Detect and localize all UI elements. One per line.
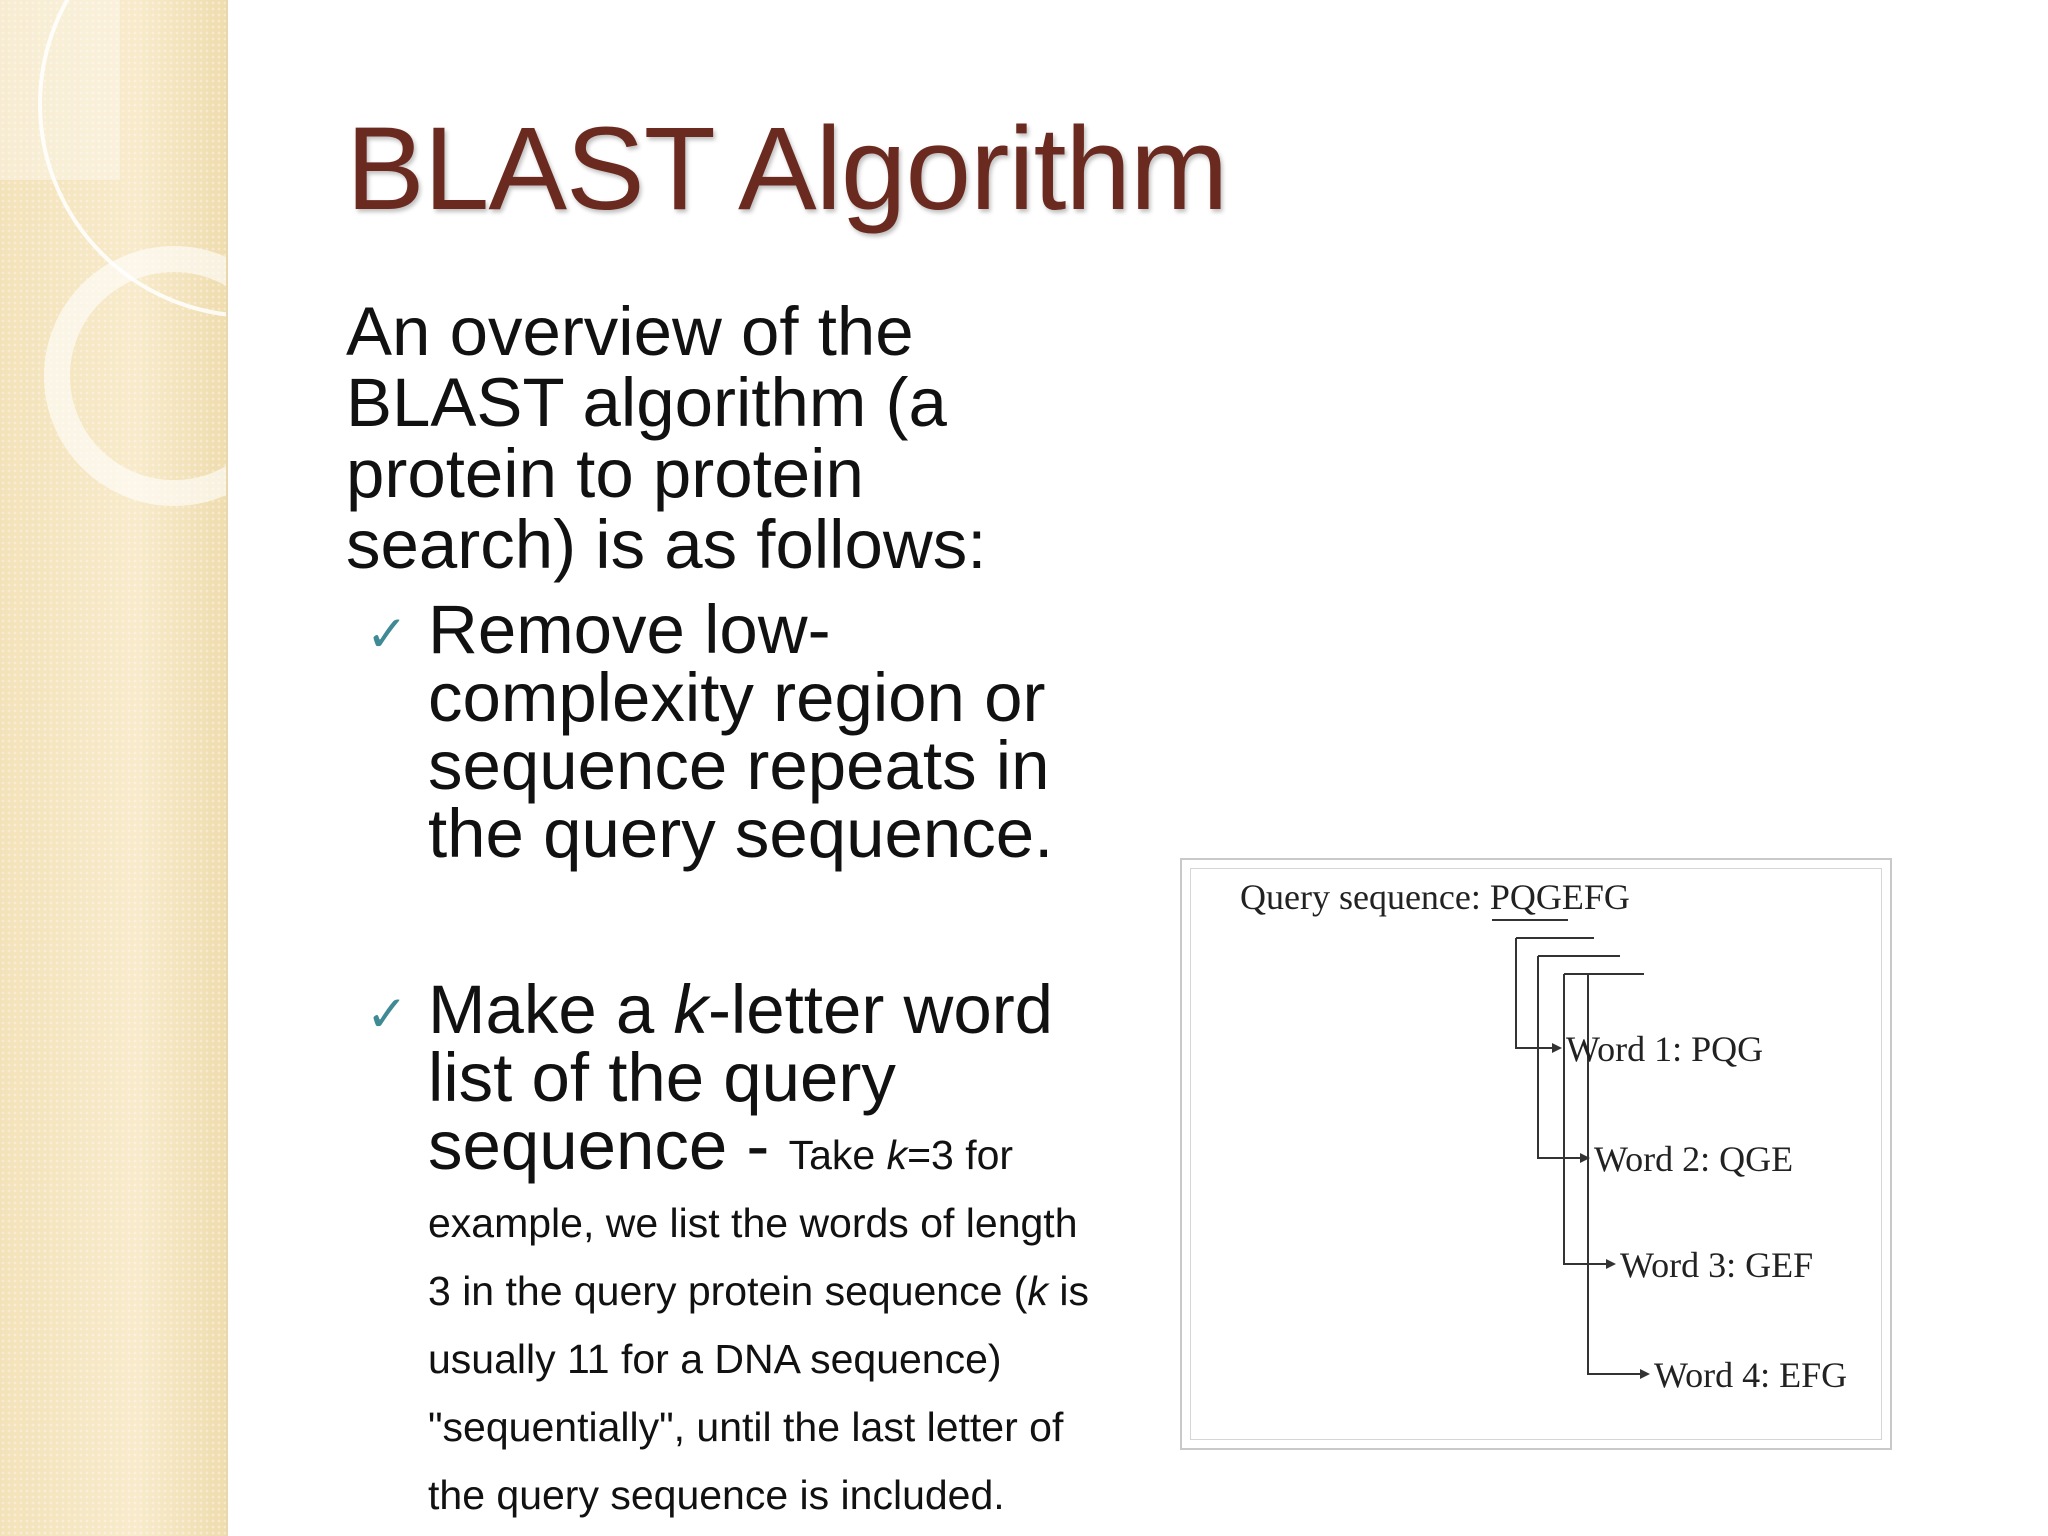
word-1-label: Word 1: PQG	[1566, 1029, 1764, 1069]
query-sequence-label: Query sequence: PQGEFG	[1240, 877, 1630, 917]
word-2-label: Word 2: QGE	[1594, 1139, 1794, 1179]
bullet-text: Remove low-complexity region or sequence repeats in the query sequence.	[428, 591, 1054, 872]
check-icon: ✓	[366, 605, 408, 663]
word-4-label: Word 4: EFG	[1654, 1355, 1848, 1395]
decorative-side-panel	[0, 0, 228, 1536]
bullet-remove-low-complexity	[366, 591, 1108, 872]
word-1-connector	[1516, 938, 1556, 1048]
bullet-text: Make a k-letter word list of the query sequence - Take k=3 for example, we list the words of length 3 in the query protein sequence (k is usually 11 for a DNA sequence) "sequentially", until the last letter of the query sequence is included.	[428, 971, 1089, 1518]
side-panel-edge	[226, 0, 228, 1536]
intro-paragraph: An overview of the BLAST algorithm (a protein to protein search) is as follows:	[346, 293, 987, 583]
arrowhead-3	[1606, 1259, 1616, 1269]
check-icon: ✓	[366, 985, 408, 1043]
word-3-label: Word 3: GEF	[1620, 1245, 1814, 1285]
arrowhead-4	[1640, 1369, 1650, 1379]
decorative-ring	[44, 246, 228, 506]
bullet-word-list	[366, 971, 1108, 1520]
slide-title: BLAST Algorithm	[346, 103, 1228, 235]
arrowhead-1	[1552, 1043, 1562, 1053]
bullet-detail: Take k=3 for example, we list the words of length 3 in the query protein sequence (k is usually 11 for a DNA sequence) "sequentially", until the last letter of the query sequence is included.	[428, 1132, 1089, 1518]
word-list-figure	[1180, 858, 1892, 1450]
